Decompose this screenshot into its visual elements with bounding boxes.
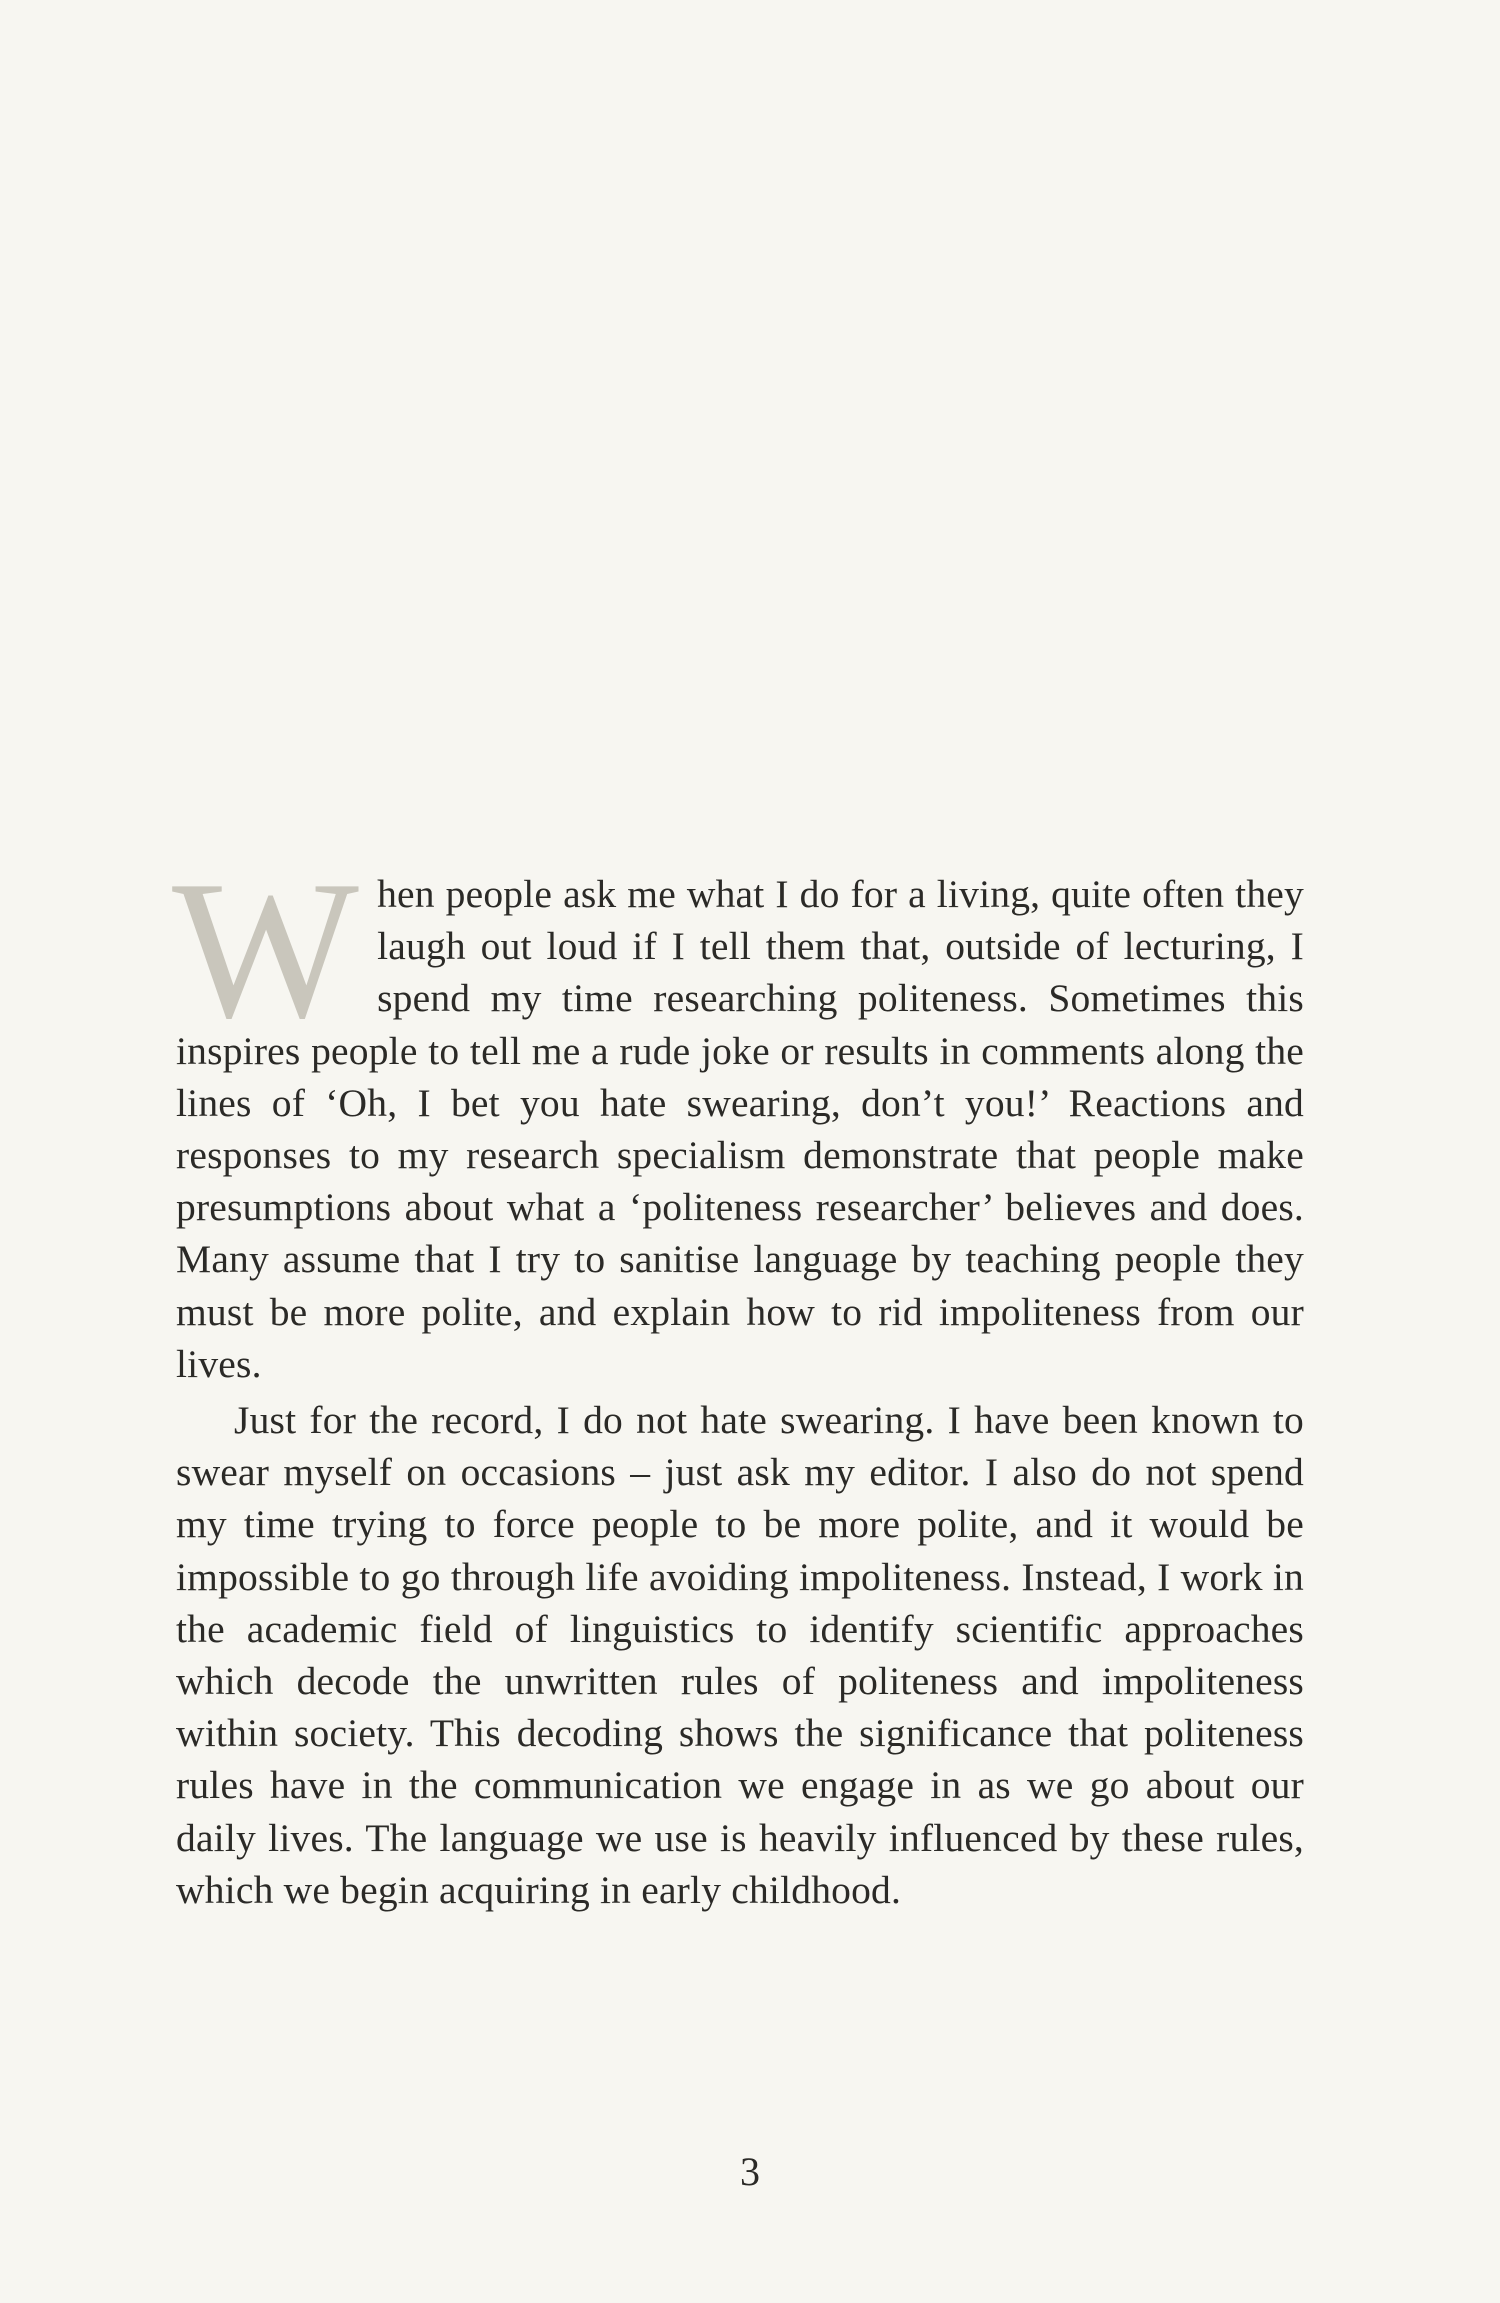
paragraph-2 xyxy=(176,1394,1304,1916)
body-text xyxy=(172,840,1304,1916)
paragraph-2-text: Just for the record, I do not hate swearing. I have been known to swear myself on occasions – just ask my editor. I also do not spend my time trying to force people to be more polite, and it would be impossible to go through life avoiding impoliteness. Instead, I work in the academic field of linguistics to identify scientific approaches which decode the unwritten rules of politeness and impoliteness within society. This decoding shows the significance that politeness rules have in the communication we engage in as we go about our daily lives. The language we use is heavily influenced by these rules, which we begin acquiring in early childhood. xyxy=(176,1398,1304,1912)
paragraph-1 xyxy=(172,840,1304,1390)
drop-cap: W xyxy=(172,840,360,1059)
page-number: 3 xyxy=(740,2149,760,2194)
paragraph-1-text: hen people ask me what I do for a living, quite often they laugh out loud if I tell them that, outside of lecturing, I spend my time researching politeness. Sometimes this inspires people to tell me a rude joke or results in comments along the lines of ‘Oh, I bet you hate swearing, don’t you!’ Reactions and responses to my research specialism demonstrate that people make presumptions about what a ‘politeness researcher’ believes and does. Many assume that I try to sanitise language by teaching people they must be more polite, and explain how to rid impoliteness from our lives. xyxy=(176,872,1304,1386)
